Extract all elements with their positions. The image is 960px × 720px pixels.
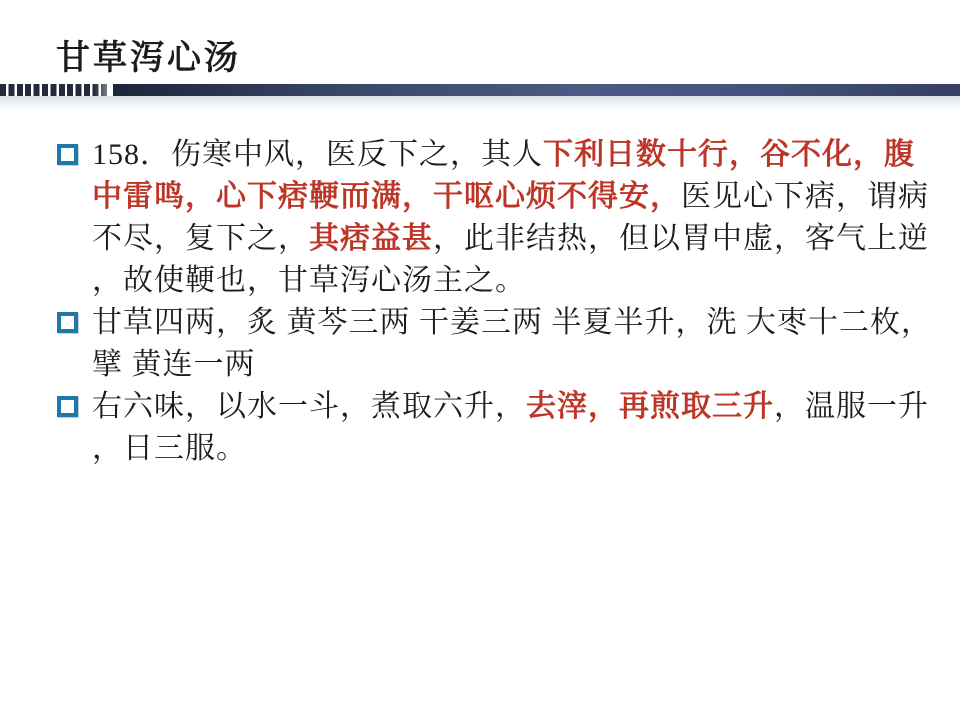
emphasized-text-segment: 其痞益甚 (309, 222, 433, 255)
text-segment: ，此非结热，但以胃中虚，客气上逆 (433, 222, 929, 255)
slide-title: 甘草泻心汤 (56, 39, 241, 77)
emphasized-text-segment: 去滓，再煎取三升 (526, 390, 774, 423)
bullet-square-icon (57, 396, 78, 417)
bullet-square-icon (57, 312, 78, 333)
text-segment: ，日三服。 (92, 432, 247, 465)
text-line (92, 134, 924, 176)
text-segment: 右六味，以水一斗，煮取六升， (92, 390, 526, 423)
bullet-item (56, 134, 929, 302)
text-line (92, 428, 924, 470)
slide-body (56, 134, 932, 470)
text-segment: 不尽，复下之， (92, 222, 309, 255)
text-line (92, 386, 929, 428)
header-rule-bar-decoration (113, 84, 960, 96)
text-segment: 158．伤寒中风，医反下之，其人 (92, 138, 543, 171)
bullet-item (56, 302, 932, 386)
text-line (92, 344, 924, 386)
text-line (92, 302, 932, 344)
text-line (92, 260, 924, 302)
bullet-text (92, 134, 929, 302)
text-line (92, 218, 929, 260)
text-line (92, 176, 929, 218)
bullet-square-icon (57, 144, 78, 165)
text-segment: ，故使鞕也，甘草泻心汤主之。 (92, 264, 526, 297)
bullet-text (92, 302, 932, 386)
bullet-item (56, 386, 929, 470)
header-rule-squares-decoration (0, 84, 109, 96)
header-rule-shadow-decoration (0, 96, 960, 112)
emphasized-text-segment: 下利日数十行，谷不化，腹 (543, 138, 915, 171)
text-segment: 擘 黄连一两 (92, 348, 256, 381)
text-segment: 医见心下痞，谓病 (681, 180, 929, 213)
text-segment: 甘草四两，炙 黄芩三两 干姜三两 半夏半升，洗 大枣十二枚， (92, 306, 932, 339)
emphasized-text-segment: 中雷鸣，心下痞鞕而满，干呕心烦不得安， (92, 180, 681, 213)
text-segment: ，温服一升 (774, 390, 929, 423)
bullet-text (92, 386, 929, 470)
